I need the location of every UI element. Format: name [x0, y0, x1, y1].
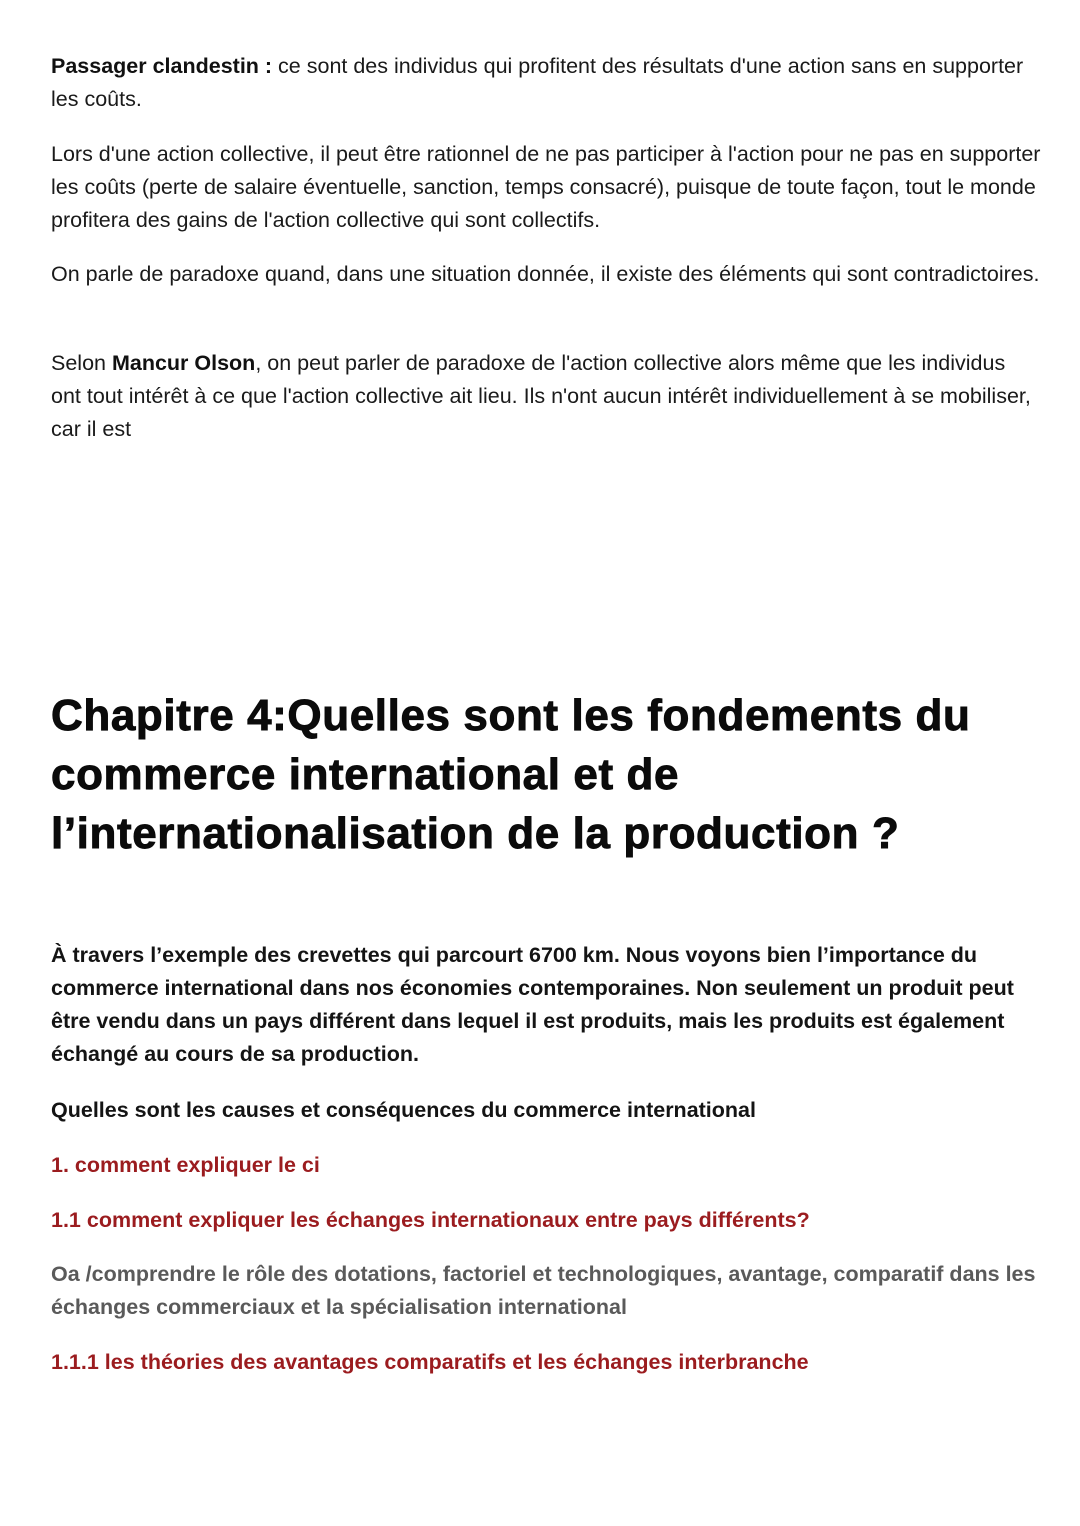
section-heading-1: 1. comment expliquer le ci	[51, 1153, 320, 1177]
text-segment: , on peut parler de paradoxe de l'action collective alors même que les individus ont tout intérêt à ce que l'action collective ait lieu. Ils n'ont aucun intérêt individuellement à se mobiliser, car il est	[51, 351, 1031, 441]
definition-text: ce sont des individus qui profitent des résultats d'une action sans en supporter les coûts.	[51, 54, 1024, 111]
paragraph-mancur-olson	[51, 347, 1041, 446]
chapter-question: Quelles sont les causes et conséquences du commerce international	[51, 1098, 756, 1122]
paragraph-passager-clandestin	[51, 50, 1041, 116]
author-name: Mancur Olson	[111, 351, 256, 375]
section-heading-1-1-1: 1.1.1 les théories des avantages comparatifs et les échanges interbranche	[51, 1350, 809, 1374]
section-heading-1-1: 1.1 comment expliquer les échanges internationaux entre pays différents?	[51, 1208, 810, 1232]
term-passager-clandestin: Passager clandestin :	[51, 54, 273, 78]
text-segment: Selon	[51, 351, 112, 375]
paragraph-action-collective: Lors d'une action collective, il peut être rationnel de ne pas participer à l'action pour ne pas en supporter les coûts (perte de salaire éventuelle, sanction, temps consacré), puisque de toute façon, tout le monde profitera des gains de l'action collective qui sont collectifs.	[51, 142, 1041, 232]
learning-objective: Oa /comprendre le rôle des dotations, factoriel et technologiques, avantage, comparatif dans les échanges commerciaux et la spécialisation international	[51, 1262, 1036, 1319]
chapter-title: Chapitre 4:Quelles sont les fondements du commerce international et de l’internationalisation de la production ?	[51, 691, 971, 858]
chapter-intro: À travers l’exemple des crevettes qui parcourt 6700 km. Nous voyons bien l’importance du commerce international dans nos économies contemporaines. Non seulement un produit peut être vendu dans un pays différent dans lequel il est produits, mais les produits est également échangé au cours de sa production.	[51, 943, 1014, 1066]
paragraph-paradoxe: On parle de paradoxe quand, dans une situation donnée, il existe des éléments qui sont contradictoires.	[51, 262, 1040, 286]
